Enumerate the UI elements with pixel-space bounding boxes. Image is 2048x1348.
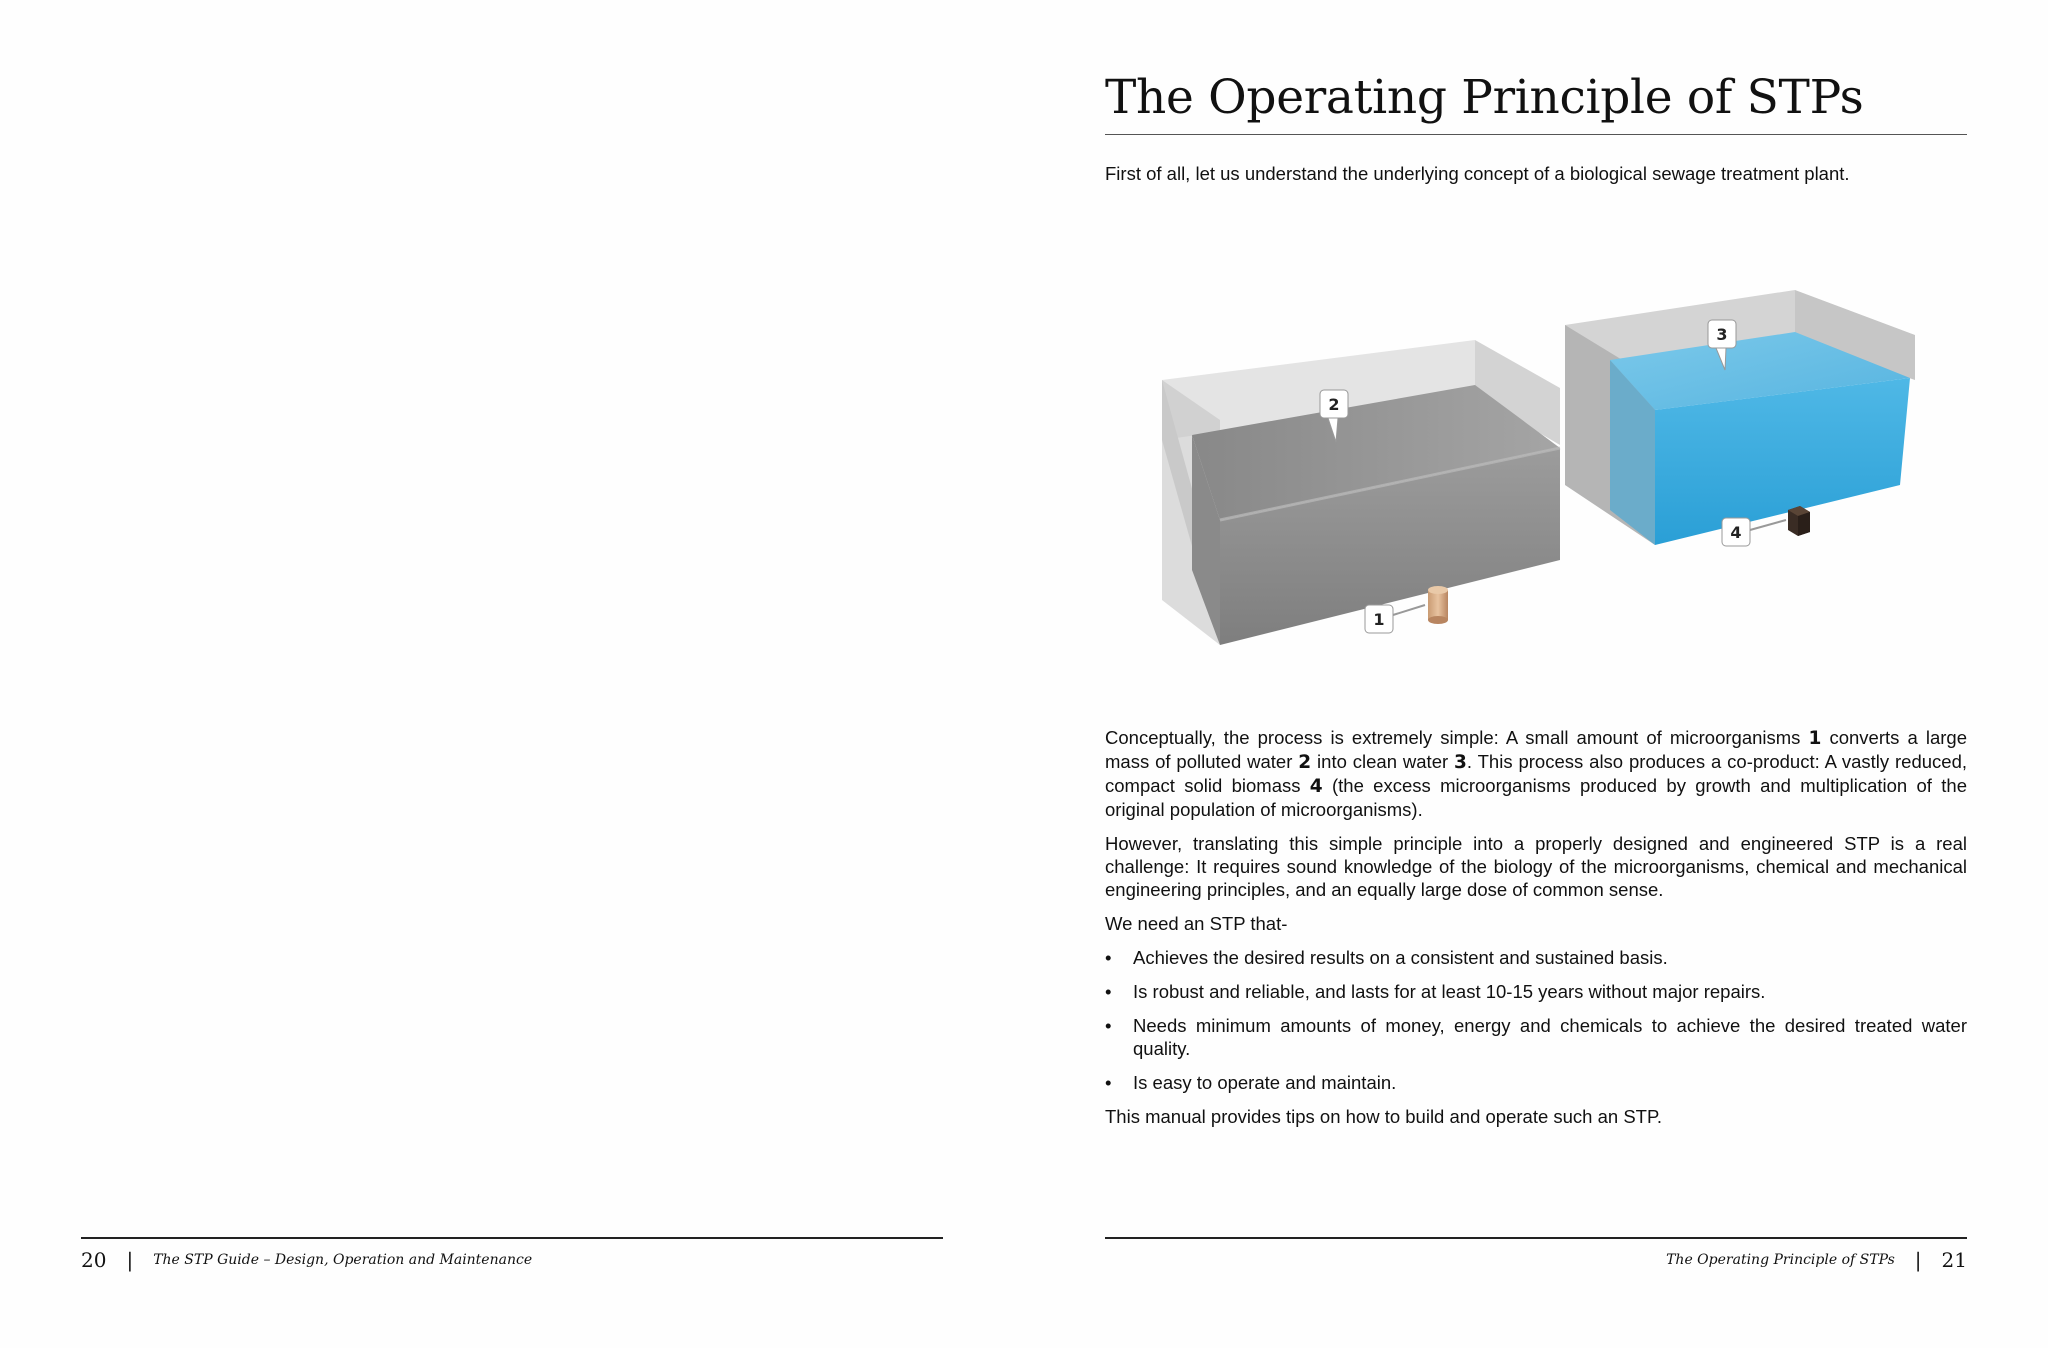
text-span: Conceptually, the process is extremely simple: A small amount of microorganisms: [1105, 727, 1809, 748]
bullet-icon: •: [1105, 1072, 1112, 1093]
list-item: [1105, 946, 1967, 969]
footer-separator: |: [1914, 1248, 1922, 1272]
callout-4: [1722, 518, 1786, 546]
list-item: [1105, 1014, 1967, 1060]
intro-paragraph: First of all, let us understand the underlying concept of a biological sewage treatment plant.: [1105, 163, 1850, 184]
bullet-icon: •: [1105, 981, 1112, 1002]
clean-water-tank: [1565, 290, 1915, 545]
text-span: (the excess microorganisms produced by growth and multiplication of the original population of microorganisms).: [1105, 775, 1967, 820]
paragraph-need: We need an STP that-: [1105, 913, 1288, 934]
callout-4-label: 4: [1730, 523, 1742, 542]
list-item: [1105, 1071, 1967, 1094]
bullet-icon: •: [1105, 947, 1112, 968]
requirements-list: [1105, 946, 1967, 1094]
right-page: [1024, 0, 2048, 1348]
bullet-icon: •: [1105, 1015, 1112, 1036]
polluted-water-tank: [1162, 340, 1560, 645]
title-divider: [1105, 134, 1967, 135]
list-item-text: Achieves the desired results on a consistent and sustained basis.: [1133, 947, 1668, 968]
footer-title: The STP Guide – Design, Operation and Maintenance: [153, 1252, 533, 1268]
page-number: 20: [81, 1248, 107, 1272]
footer-divider-right: [1105, 1237, 1967, 1239]
ref-2: 2: [1298, 752, 1312, 773]
paragraph-closing: This manual provides tips on how to build and operate such an STP.: [1105, 1106, 1663, 1127]
text-span: into clean water: [1311, 751, 1455, 772]
callout-2-label: 2: [1328, 395, 1340, 414]
callout-1-label: 1: [1373, 610, 1385, 629]
ref-1: 1: [1808, 728, 1822, 749]
ref-3: 3: [1454, 752, 1467, 773]
list-item-text: Is easy to operate and maintain.: [1133, 1072, 1397, 1093]
biomass-cube: [1788, 506, 1810, 536]
footer-separator: |: [126, 1248, 134, 1272]
callout-1: [1365, 605, 1425, 633]
text-span: converts a large mass of polluted water: [1105, 727, 1968, 772]
paragraph-challenge: However, translating this simple principle into a properly designed and engineered STP is a real challenge: It requires sound knowledge of the biology of the microorganisms, chemical and mechanical engineering principles, and an equally large dose of common sense.: [1105, 833, 1967, 900]
page-title: The Operating Principle of STPs: [1105, 70, 1864, 125]
body-text: [1105, 726, 1967, 1139]
footer-right: [1666, 1245, 1967, 1275]
list-item-text: Needs minimum amounts of money, energy and chemicals to achieve the desired treated water quality.: [1133, 1015, 1967, 1059]
footer-divider-left: [81, 1237, 943, 1239]
microorganisms-cylinder: [1428, 586, 1448, 624]
text-span: . This process also produces a co-product: A vastly reduced, compact solid biomass: [1105, 751, 1968, 796]
callout-3-label: 3: [1716, 325, 1728, 344]
list-item: [1105, 980, 1967, 1003]
page-number: 21: [1941, 1248, 1967, 1272]
paragraph-concept: [1105, 726, 1967, 821]
list-item-text: Is robust and reliable, and lasts for at least 10-15 years without major repairs.: [1133, 981, 1766, 1002]
footer-title: The Operating Principle of STPs: [1666, 1252, 1895, 1268]
ref-4: 4: [1309, 776, 1323, 797]
stp-concept-illustration: [1140, 270, 1940, 670]
footer-left: [81, 1245, 532, 1275]
